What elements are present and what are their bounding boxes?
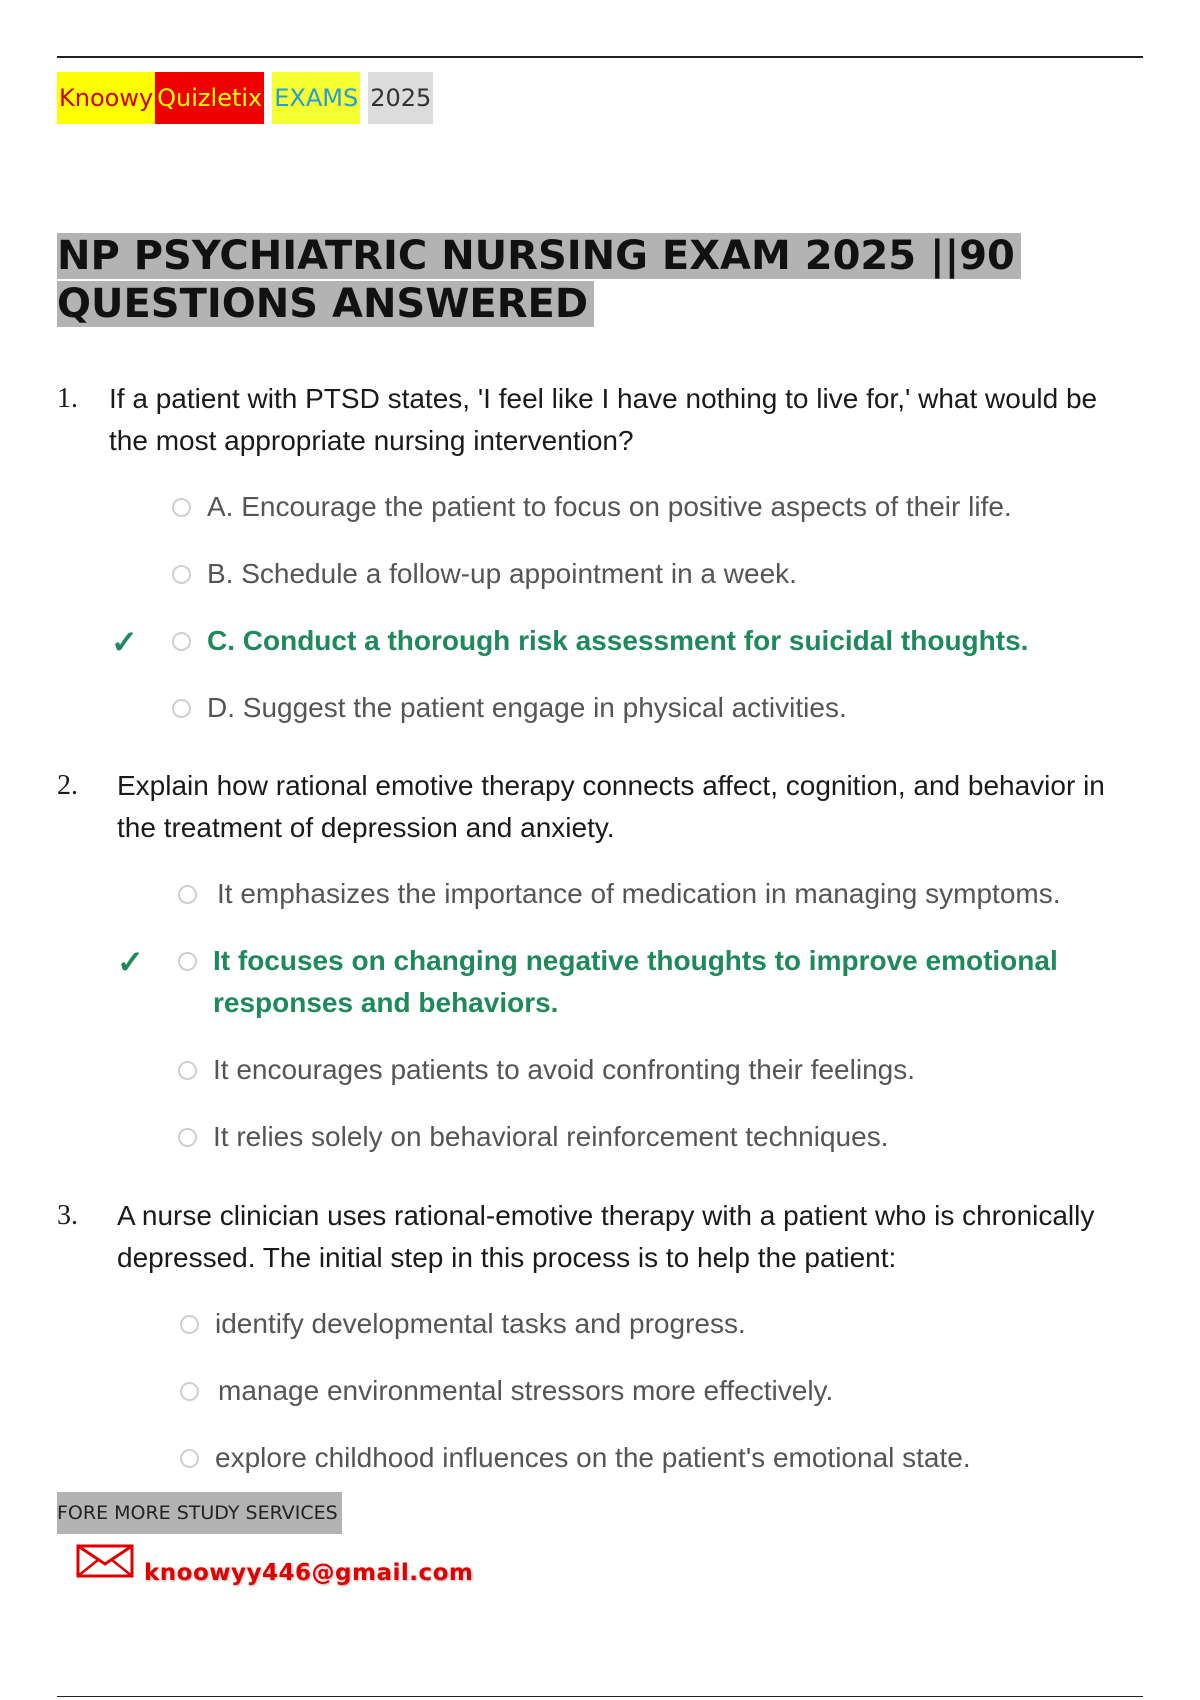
option-text: explore childhood influences on the patient's emotional state.: [215, 1442, 971, 1473]
option-text: It relies solely on behavioral reinforcement techniques.: [213, 1121, 889, 1152]
brand-word-quizletix: Quizletix: [155, 72, 264, 124]
radio-icon[interactable]: [180, 1382, 199, 1401]
question-text: Explain how rational emotive therapy connects affect, cognition, and behavior in the treatment of depression and anxiety.: [117, 770, 1105, 843]
radio-icon[interactable]: [172, 632, 191, 651]
option-text: B. Schedule a follow-up appointment in a week.: [207, 558, 797, 589]
brand-word-year: 2025: [368, 72, 433, 124]
brand-word-exams: EXAMS: [272, 72, 360, 124]
option-text: It emphasizes the importance of medication in managing symptoms.: [217, 878, 1061, 909]
question-number: 3.: [57, 1200, 78, 1231]
question-number: 2.: [57, 770, 78, 801]
option-text: C. Conduct a thorough risk assessment for suicidal thoughts.: [207, 625, 1029, 656]
radio-icon[interactable]: [180, 1449, 199, 1468]
checkmark-icon: ✓: [111, 624, 138, 660]
checkmark-icon: ✓: [117, 944, 144, 980]
radio-icon[interactable]: [178, 885, 197, 904]
option-text: D. Suggest the patient engage in physical activities.: [207, 692, 847, 723]
bottom-rule: [57, 1696, 1143, 1697]
radio-icon[interactable]: [172, 498, 191, 517]
option-text: A. Encourage the patient to focus on positive aspects of their life.: [207, 491, 1012, 522]
option-text: It focuses on changing negative thoughts to improve emotional responses and behaviors.: [213, 945, 1058, 1018]
brand-logo: [57, 72, 433, 124]
contact-email-link[interactable]: knoowyy446@gmail.com: [144, 1560, 474, 1586]
option-text: It encourages patients to avoid confronting their feelings.: [213, 1054, 915, 1085]
radio-icon[interactable]: [178, 1128, 197, 1147]
radio-icon[interactable]: [172, 699, 191, 718]
option-text: identify developmental tasks and progress.: [215, 1308, 746, 1339]
question-number: 1.: [57, 383, 78, 414]
radio-icon[interactable]: [178, 1061, 197, 1080]
option-text: manage environmental stressors more effectively.: [218, 1375, 834, 1406]
question-text: If a patient with PTSD states, 'I feel like I have nothing to live for,' what would be the most appropriate nursing intervention?: [109, 383, 1098, 456]
envelope-icon: [76, 1544, 134, 1582]
radio-icon[interactable]: [180, 1315, 199, 1334]
radio-icon[interactable]: [172, 565, 191, 584]
brand-word-knoowy: Knoowy: [57, 72, 155, 124]
page-title: NP PSYCHIATRIC NURSING EXAM 2025 ||90 QUESTIONS ANSWERED: [57, 232, 1017, 328]
study-services-label: FORE MORE STUDY SERVICES: [57, 1492, 342, 1534]
question-text: A nurse clinician uses rational-emotive therapy with a patient who is chronically depressed. The initial step in this process is to help the patient:: [117, 1200, 1095, 1273]
radio-icon[interactable]: [178, 952, 197, 971]
top-rule: [57, 56, 1143, 58]
